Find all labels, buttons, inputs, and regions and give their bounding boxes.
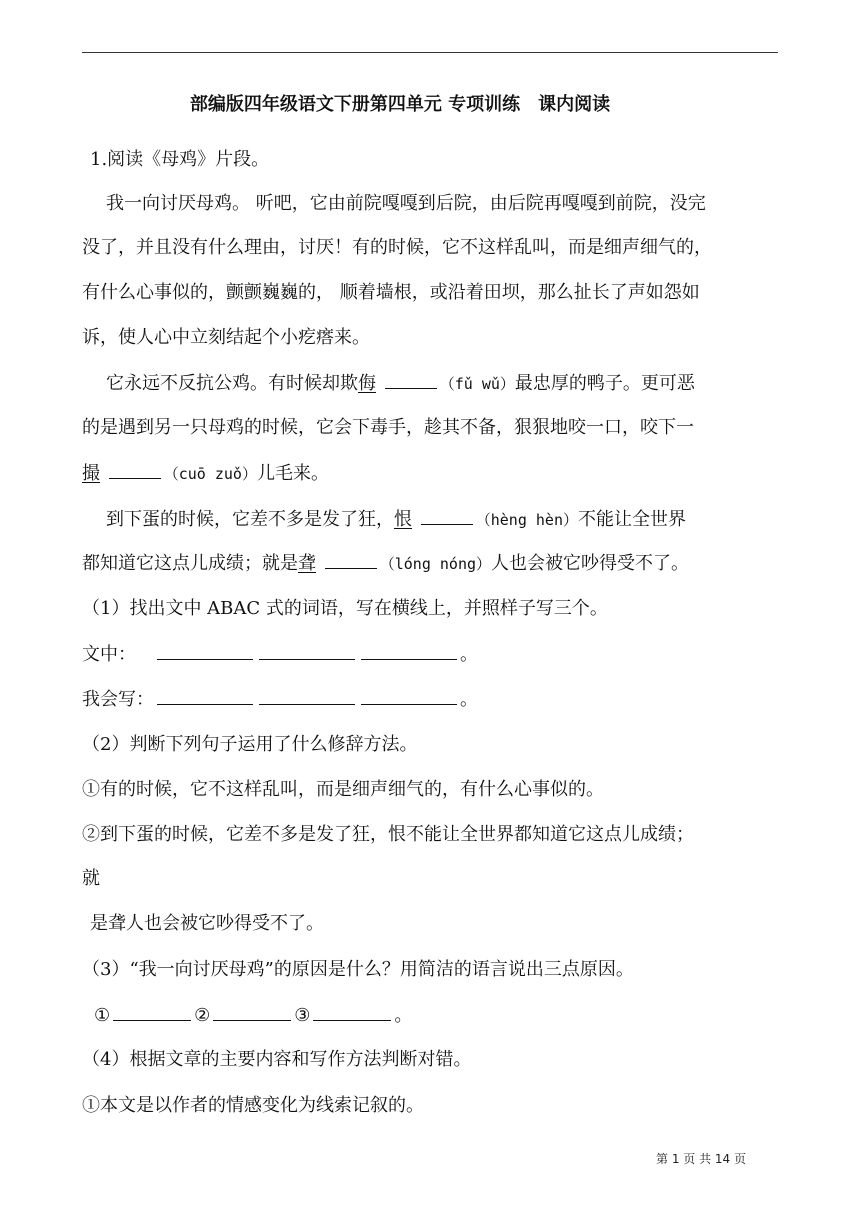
subquestion-3: （3）“我一向讨厌母鸡”的原因是什么？用简洁的语言说出三点原因。	[82, 959, 634, 980]
underlined-char: 侮	[358, 373, 376, 394]
passage-line: 没了，并且没有什么理由，讨厌！有的时候，它不这样乱叫，而是细声细气的，	[82, 237, 712, 258]
pinyin-options: （lóng nóng）	[379, 555, 492, 573]
header-rule	[82, 52, 778, 53]
passage-line: 我一向讨厌母鸡。 听吧，它由前院嘎嘎到后院，由后院再嘎嘎到前院，没完	[106, 193, 706, 214]
page-footer: 第 1 页 共 14 页	[656, 1152, 746, 1166]
subquestion-2: （2）判断下列句子运用了什么修辞方法。	[82, 734, 418, 755]
underlined-char: 撮	[82, 463, 100, 484]
pinyin-options: （fǔ wǔ）	[439, 375, 515, 393]
passage-line: 它永远不反抗公鸡。有时候却欺侮 （fǔ wǔ）最忠厚的鸭子。更可恶	[106, 370, 695, 397]
answer-blank[interactable]	[157, 641, 253, 660]
answer-blank[interactable]	[313, 1002, 391, 1021]
subquestion-4: （4）根据文章的主要内容和写作方法判断对错。	[82, 1049, 472, 1070]
question-heading: 1.阅读《母鸡》片段。	[90, 149, 270, 170]
passage-line: 都知道它这点儿成绩；就是聋 （lóng nóng）人也会被它吵得受不了。	[82, 550, 689, 577]
passage-line: 的是遇到另一只母鸡的时候，它会下毒手，趁其不备，狠狠地咬一口，咬下一	[82, 417, 694, 438]
answer-blank[interactable]	[421, 506, 473, 525]
underlined-char: 聋	[298, 553, 316, 574]
passage-line: 有什么心事似的，颤颤巍巍的， 顺着墙根，或沿着田坝，那么扯长了声如怨如	[82, 282, 700, 303]
answer-blank[interactable]	[325, 550, 377, 569]
pinyin-options: （hèng hèn）	[475, 511, 578, 529]
judge-statement-1: ①本文是以作者的情感变化为线索记叙的。	[82, 1095, 424, 1116]
answer-blank[interactable]	[157, 686, 253, 705]
answer-blank[interactable]	[213, 1002, 291, 1021]
answer-blank[interactable]	[259, 686, 355, 705]
sentence-2: ②到下蛋的时候，它差不多是发了狂，恨不能让全世界都知道它这点儿成绩；	[82, 824, 694, 845]
answer-blank[interactable]	[361, 641, 457, 660]
answer-row-text: 文中： 。	[82, 641, 478, 668]
pinyin-options: （cuō zuǒ）	[163, 465, 257, 483]
passage-line: 撮 （cuō zuǒ）儿毛来。	[82, 460, 329, 487]
reason-blanks: ① ② ③ 。	[94, 1002, 412, 1029]
answer-blank[interactable]	[361, 686, 457, 705]
passage-line: 到下蛋的时候，它差不多是发了狂，恨 （hèng hèn）不能让全世界	[106, 506, 686, 533]
underlined-char: 恨	[394, 509, 412, 530]
passage-line: 诉，使人心中立刻结起个小疙瘩来。	[82, 327, 370, 348]
page-title: 部编版四年级语文下册第四单元 专项训练 课内阅读	[189, 94, 611, 115]
subquestion-1: （1）找出文中 ABAC 式的词语，写在横线上，并照样子写三个。	[82, 598, 608, 619]
answer-blank[interactable]	[109, 460, 161, 479]
answer-blank[interactable]	[113, 1002, 191, 1021]
sentence-2-cont: 是聋人也会被它吵得受不了。	[90, 913, 324, 934]
answer-blank[interactable]	[385, 370, 437, 389]
sentence-1: ①有的时候，它不这样乱叫，而是细声细气的，有什么心事似的。	[82, 779, 604, 800]
sentence-2-cont: 就	[82, 868, 100, 889]
answer-row-write: 我会写： 。	[82, 686, 478, 713]
answer-blank[interactable]	[259, 641, 355, 660]
